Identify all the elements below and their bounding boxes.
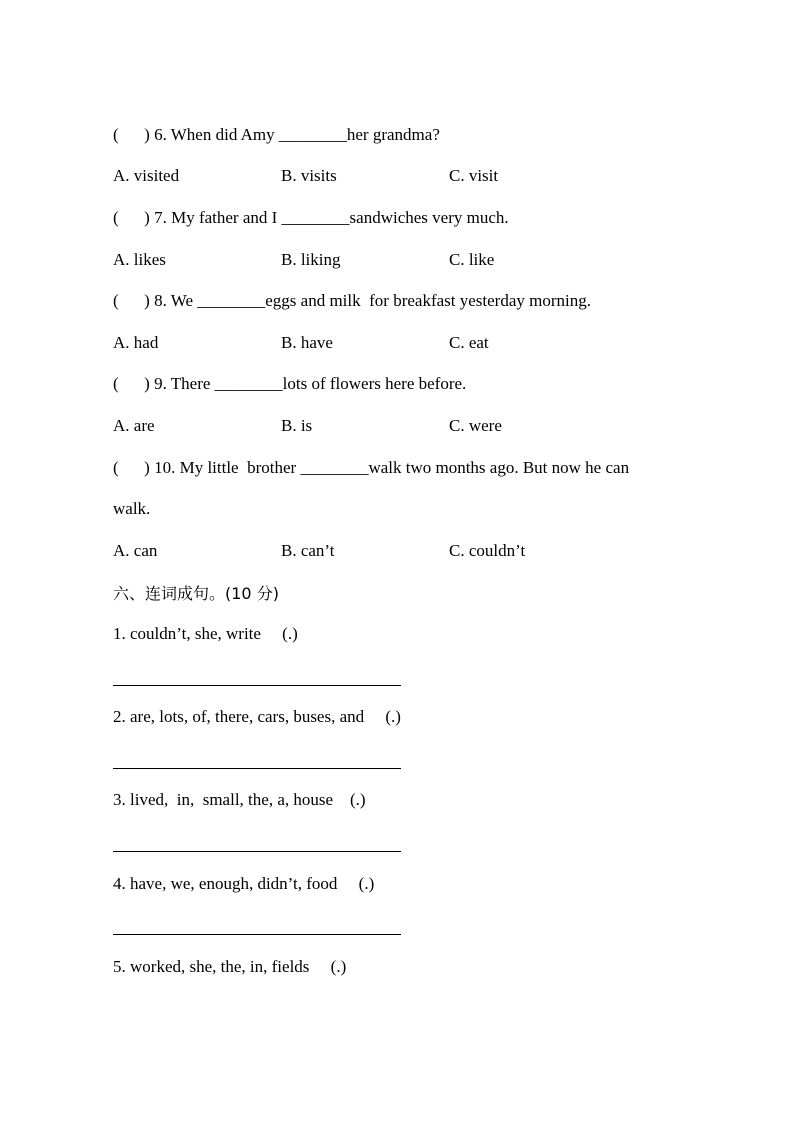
option-c[interactable]: C. couldn’t — [449, 541, 526, 560]
question-10-options — [113, 541, 713, 561]
option-a[interactable]: A. had — [113, 333, 159, 352]
question-10: ( ) 10. My little brother ________walk two months ago. But now he can — [113, 458, 630, 477]
question-10-continuation: walk. — [113, 499, 151, 518]
sentence-item-1: 1. couldn’t, she, write (.) — [113, 624, 298, 643]
option-b[interactable]: B. liking — [281, 250, 341, 269]
answer-line-2[interactable] — [113, 768, 401, 769]
question-9-options — [113, 416, 713, 436]
option-b[interactable]: B. visits — [281, 166, 337, 185]
option-a[interactable]: A. visited — [113, 166, 180, 185]
option-b[interactable]: B. is — [281, 416, 313, 435]
sentence-item-4: 4. have, we, enough, didn’t, food (.) — [113, 874, 375, 893]
answer-line-4[interactable] — [113, 934, 401, 935]
section-6-heading: 六、连词成句。(10 分) — [113, 584, 279, 603]
question-7-options — [113, 250, 713, 270]
sentence-item-5: 5. worked, she, the, in, fields (.) — [113, 957, 347, 976]
option-a[interactable]: A. likes — [113, 250, 166, 269]
sentence-item-3: 3. lived, in, small, the, a, house (.) — [113, 790, 366, 809]
answer-line-3[interactable] — [113, 851, 401, 852]
question-8: ( ) 8. We ________eggs and milk for breakfast yesterday morning. — [113, 291, 591, 310]
sentence-item-2: 2. are, lots, of, there, cars, buses, and (.) — [113, 707, 401, 726]
question-8-options — [113, 333, 713, 353]
answer-line-1[interactable] — [113, 685, 401, 686]
option-b[interactable]: B. can’t — [281, 541, 335, 560]
option-c[interactable]: C. visit — [449, 166, 499, 185]
option-c[interactable]: C. like — [449, 250, 495, 269]
question-6-options — [113, 166, 713, 186]
question-9: ( ) 9. There ________lots of flowers here before. — [113, 374, 467, 393]
question-6: ( ) 6. When did Amy ________her grandma? — [113, 125, 440, 144]
option-b[interactable]: B. have — [281, 333, 333, 352]
option-c[interactable]: C. eat — [449, 333, 489, 352]
question-7: ( ) 7. My father and I ________sandwiches very much. — [113, 208, 509, 227]
option-a[interactable]: A. are — [113, 416, 155, 435]
option-a[interactable]: A. can — [113, 541, 158, 560]
option-c[interactable]: C. were — [449, 416, 502, 435]
